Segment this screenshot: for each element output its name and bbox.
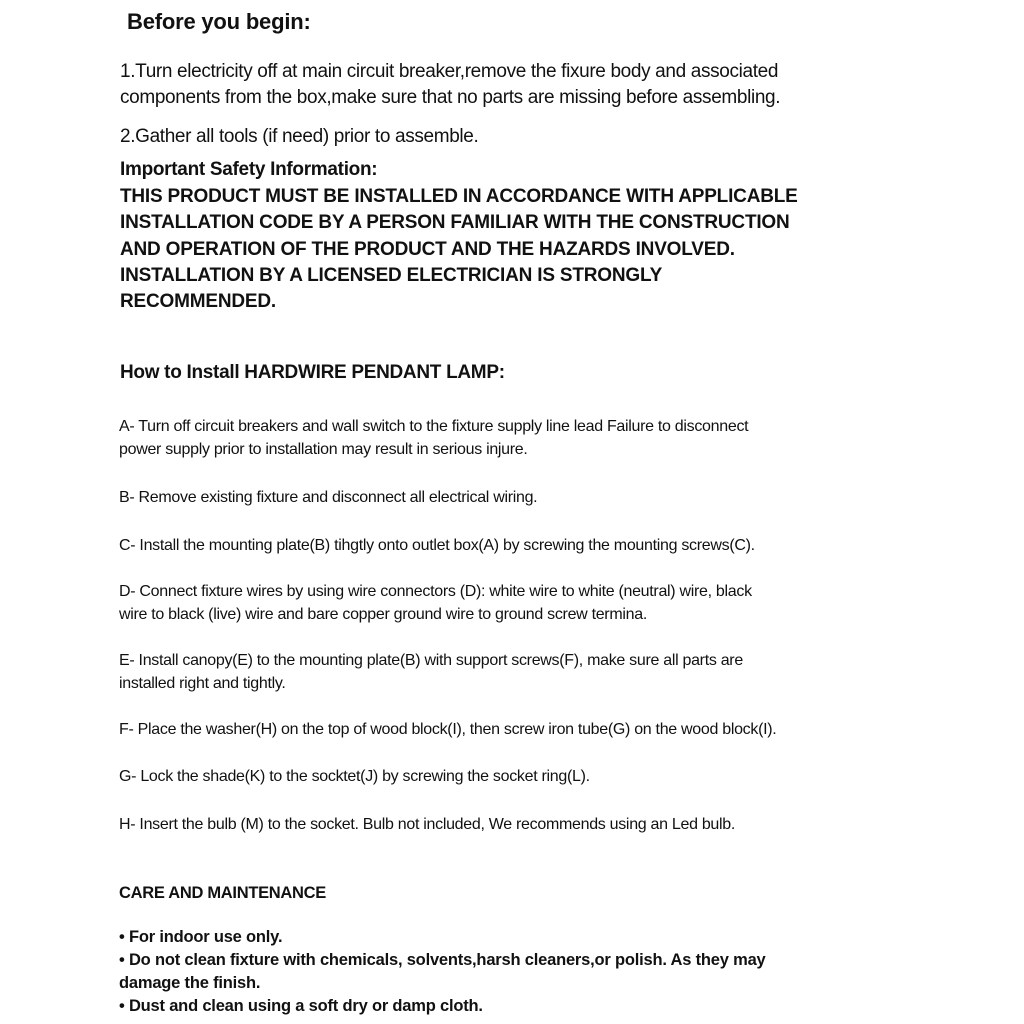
care-list	[119, 926, 766, 1018]
safety-line-1: THIS PRODUCT MUST BE INSTALLED IN ACCORDANCE WITH APPLICABLE	[120, 186, 798, 207]
install-step-a-line-2: power supply prior to installation may result in serious injure.	[119, 441, 528, 458]
install-step-c: C- Install the mounting plate(B) tihgtly onto outlet box(A) by screwing the mounting screws(C).	[119, 537, 755, 554]
safety-line-4: INSTALLATION BY A LICENSED ELECTRICIAN IS STRONGLY	[120, 264, 663, 286]
install-heading: How to Install HARDWIRE PENDANT LAMP:	[120, 362, 505, 383]
care-item-3: • Dust and clean using a soft dry or damp cloth.	[119, 997, 483, 1015]
prep-item-1	[120, 59, 780, 111]
install-step-g: G- Lock the shade(K) to the socktet(J) by screwing the socket ring(L).	[119, 768, 590, 785]
safety-warning	[120, 184, 798, 315]
prep-item-1-line-2: components from the box,make sure that no parts are missing before assembling.	[120, 87, 781, 108]
safety-line-2: INSTALLATION CODE BY A PERSON FAMILIAR WITH THE CONSTRUCTION	[120, 212, 790, 234]
care-item-2: • Do not clean fixture with chemicals, solvents,harsh cleaners,or polish. As they may	[119, 951, 766, 969]
install-step-h: H- Insert the bulb (M) to the socket. Bulb not included, We recommends using an Led bulb.	[119, 816, 736, 833]
care-item-2-continued: damage the finish.	[119, 974, 261, 992]
safety-heading: Important Safety Information:	[120, 159, 378, 180]
prep-item-1-line-1: 1.Turn electricity off at main circuit breaker,remove the fixure body and associated	[120, 61, 779, 82]
before-you-begin-title: Before you begin:	[127, 9, 311, 34]
install-step-f: F- Place the washer(H) on the top of wood block(I), then screw iron tube(G) on the wood block(I).	[119, 721, 777, 738]
prep-item-2: 2.Gather all tools (if need) prior to assemble.	[120, 126, 479, 147]
install-step-a	[119, 415, 748, 461]
install-step-e-line-1: E- Install canopy(E) to the mounting plate(B) with support screws(F), make sure all parts are	[119, 652, 743, 669]
install-step-d-line-1: D- Connect fixture wires by using wire connectors (D): white wire to white (neutral) wire, black	[119, 583, 752, 600]
care-item-1: • For indoor use only.	[119, 928, 283, 946]
install-step-e	[119, 649, 743, 695]
install-step-d-line-2: wire to black (live) wire and bare copper ground wire to ground screw termina.	[119, 606, 647, 623]
care-heading: CARE AND MAINTENANCE	[119, 884, 326, 902]
install-step-d	[119, 580, 752, 626]
safety-line-3: AND OPERATION OF THE PRODUCT AND THE HAZARDS INVOLVED.	[120, 238, 735, 260]
install-step-b: B- Remove existing fixture and disconnect all electrical wiring.	[119, 489, 538, 506]
install-step-e-line-2: installed right and tightly.	[119, 675, 286, 692]
safety-line-5: RECOMMENDED.	[120, 291, 276, 313]
install-step-a-line-1: A- Turn off circuit breakers and wall switch to the fixture supply line lead Failure to disconnect	[119, 418, 749, 435]
